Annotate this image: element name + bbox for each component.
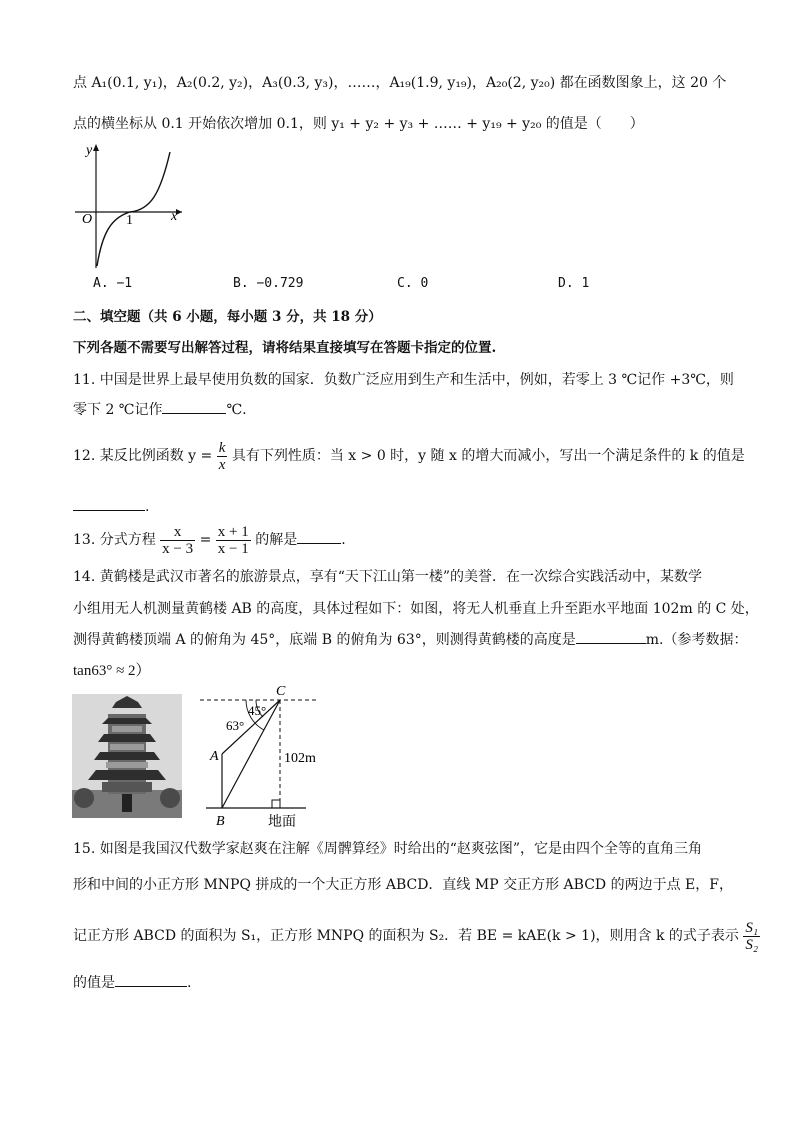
q15-line3 bbox=[73, 916, 760, 956]
q15-frac-den: S₂ bbox=[745, 936, 759, 953]
q14-line1: 14. 黄鹤楼是武汉市著名的旅游景点，享有“天下江山第一楼”的美誉．在一次综合实践活动中，某数学 bbox=[73, 569, 703, 585]
graph-origin-label: O bbox=[82, 212, 93, 227]
q11-line2 bbox=[73, 399, 247, 421]
option-d[interactable]: D. 1 bbox=[558, 276, 590, 291]
q12-frac-den: x bbox=[218, 456, 226, 473]
q12-post: 具有下列性质：当 x > 0 时，y 随 x 的增大而减小，写出一个满足条件的 k 的值是 bbox=[231, 448, 745, 464]
section2-heading: 二、填空题（共 6 小题，每小题 3 分，共 18 分） bbox=[73, 309, 382, 325]
function-graph bbox=[70, 140, 190, 270]
option-b[interactable]: B. −0.729 bbox=[233, 276, 304, 291]
section2-instruction: 下列各题不需要写出解答过程，请将结果直接填写在答题卡指定的位置. bbox=[73, 340, 497, 356]
q13-pre: 13. 分式方程 bbox=[73, 532, 156, 548]
q15-frac-num: S₁ bbox=[745, 919, 759, 936]
q11-line2-post: ℃. bbox=[226, 402, 247, 418]
q13-f2-den: x − 1 bbox=[217, 540, 249, 557]
point-b-label: B bbox=[216, 814, 225, 829]
graph-y-label: y bbox=[86, 143, 93, 158]
q14-line3-pre: 测得黄鹤楼顶端 A 的俯角为 45°，底端 B 的俯角为 63°，则测得黄鹤楼的高度是 bbox=[73, 632, 576, 648]
q13-fraction-right bbox=[216, 524, 251, 557]
q15-fraction bbox=[743, 920, 760, 953]
graph-x-label: x bbox=[171, 209, 178, 224]
q13-f1-num: x bbox=[160, 524, 195, 541]
q13-eq: = bbox=[199, 532, 212, 548]
q13-post-pre: 的解是 bbox=[255, 532, 298, 548]
angle-63-label: 63° bbox=[226, 718, 245, 733]
q15-line1: 15. 如图是我国汉代数学家赵爽在注解《周髀算经》时给出的“赵爽弦图”，它是由四个全等的直角三角 bbox=[73, 841, 703, 857]
q13-f1-den: x − 3 bbox=[162, 540, 194, 557]
yellow-crane-tower-photo bbox=[72, 694, 182, 818]
q15-line3-pre: 记正方形 ABCD 的面积为 S₁，正方形 MNPQ 的面积为 S₂．若 BE = kAE(k > 1)，则用含 k 的式子表示 bbox=[73, 928, 739, 944]
q11-answer-blank[interactable] bbox=[162, 399, 226, 414]
q12-frac-num: k bbox=[218, 439, 226, 456]
q13-f2-num: x + 1 bbox=[217, 523, 249, 540]
q14-answer-blank[interactable] bbox=[576, 629, 646, 644]
q13-line bbox=[73, 520, 346, 560]
angle-45-label: 45° bbox=[248, 703, 267, 718]
q14-line3-post: m.（参考数据： bbox=[645, 632, 748, 648]
q12-line2-post: . bbox=[145, 499, 150, 515]
q12-pre: 12. 某反比例函数 y = bbox=[73, 448, 213, 464]
ground-label: 地面 bbox=[268, 814, 296, 830]
q10-line1: 点 A₁(0.1, y₁)，A₂(0.2, y₂)，A₃(0.3, y₃)，……，A₁₉(1.9, y₁₉)，A₂₀(2, y₂₀) 都在函数图象上，这 20 个 bbox=[73, 75, 727, 91]
q11-line1: 11. 中国是世界上最早使用负数的国家．负数广泛应用到生产和生活中，例如，若零上 3 ℃记作 +3℃，则 bbox=[73, 372, 734, 388]
graph-tick-label: 1 bbox=[126, 213, 133, 228]
height-label: 102m bbox=[284, 751, 316, 766]
q15-line4 bbox=[73, 972, 191, 994]
q11-line2-pre: 零下 2 ℃记作 bbox=[73, 402, 163, 418]
q12-line1 bbox=[73, 436, 745, 476]
q10-line2: 点的横坐标从 0.1 开始依次增加 0.1，则 y₁ + y₂ + y₃ + …… + y₁₉ + y₂₀ 的值是（ ） bbox=[73, 116, 644, 132]
q15-line2: 形和中间的小正方形 MNPQ 拼成的一个大正方形 ABCD．直线 MP 交正方形 ABCD 的两边于点 E，F， bbox=[73, 877, 733, 893]
drone-measurement-diagram bbox=[196, 680, 320, 830]
q15-answer-blank[interactable] bbox=[115, 972, 187, 987]
point-a-label: A bbox=[210, 749, 219, 764]
option-a[interactable]: A. −1 bbox=[93, 276, 133, 291]
q12-fraction bbox=[217, 440, 228, 473]
q14-line2: 小组用无人机测量黄鹤楼 AB 的高度，具体过程如下：如图，将无人机垂直上升至距水平地面 102m 的 C 处， bbox=[73, 601, 759, 617]
q15-line4-post: . bbox=[187, 975, 192, 991]
q13-post-post: . bbox=[341, 532, 346, 548]
q12-line2 bbox=[73, 496, 149, 518]
option-c[interactable]: C. 0 bbox=[397, 276, 429, 291]
q12-answer-blank[interactable] bbox=[73, 496, 145, 511]
q14-line3 bbox=[73, 629, 747, 651]
point-c-label: C bbox=[276, 684, 286, 699]
q13-fraction-left bbox=[160, 524, 195, 557]
q13-answer-blank[interactable] bbox=[297, 529, 341, 544]
q15-line4-pre: 的值是 bbox=[73, 975, 115, 991]
q14-line4: tan63° ≈ 2） bbox=[73, 663, 151, 679]
